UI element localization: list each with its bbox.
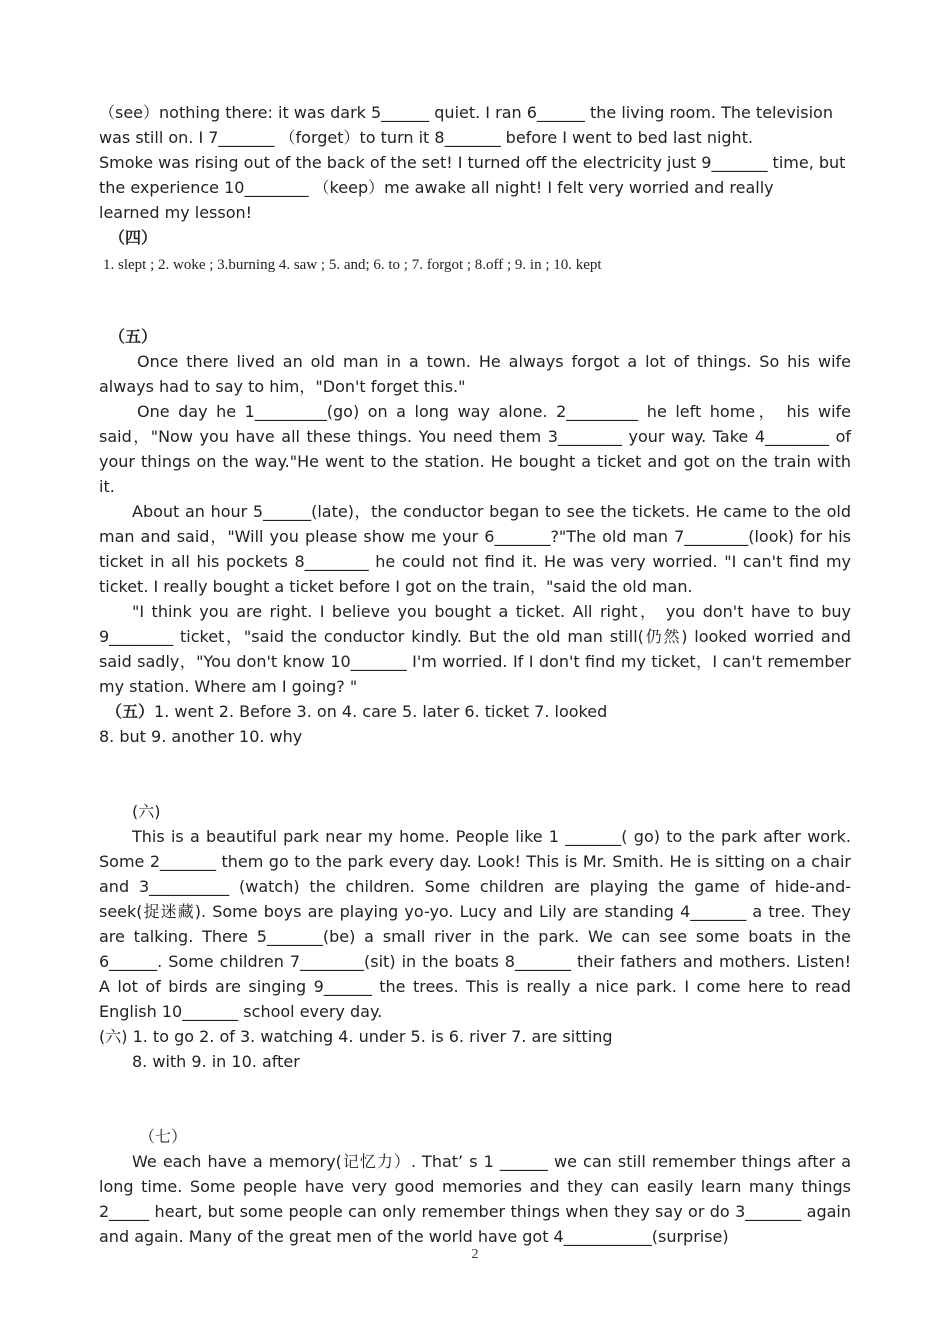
sec5-answers-line-2: 8. but 9. another 10. why xyxy=(99,727,303,746)
page-number: 2 xyxy=(471,1247,479,1262)
sec5-heading: （五） xyxy=(109,327,158,346)
sec6-answers-line-2: 8. with 9. in 10. after xyxy=(132,1052,300,1071)
sec5-answers-line-1 xyxy=(99,699,851,724)
sec5-paragraph-4: "I think you are right. I believe you bought a ticket. All right， you don't have to buy 9________ ticket，"said the conductor kindly. But the old man still(仍然) looked worried and said sadly，"You don't know 10_______ I'm worried. If I don't find my ticket，I can't remember my station. Where am I going? " xyxy=(99,602,852,696)
sec7-paragraph: We each have a memory(记忆力）. That’ s 1 ______ we can still remember things after a long time. Some people have very good memories and they can easily learn many things 2_____ heart, but some people can only remember things when they say or do 3_______ again and again. Many of the great men of the world have got 4___________(surprise) xyxy=(99,1152,851,1246)
sec4-line-1: （see）nothing there: it was dark 5______ quiet. I ran 6______ the living room. The television xyxy=(99,103,833,122)
sec5-paragraph-1: Once there lived an old man in a town. He always forgot a lot of things. So his wife always had to say to him，"Don't forget this." xyxy=(99,352,851,396)
sec5-paragraph-3: About an hour 5______(late)，the conductor began to see the tickets. He came to the old man and said，"Will you please show me your 6_______?"The old man 7________(look) for his ticket in all his pockets 8________ he could not find it. He was very worried. "I can't find my ticket. I really bought a ticket before I got on the train，"said the old man. xyxy=(99,502,851,596)
sec6-answers-line-1: (六) 1. to go 2. of 3. watching 4. under 5. is 6. river 7. are sitting xyxy=(99,1027,613,1046)
sec5-paragraph-2: One day he 1_________(go) on a long way alone. 2_________ he left home， his wife said，"Now you have all these things. You need them 3________ your way. Take 4________ of your things on the way."He went to the station. He bought a ticket and got on the train with it. xyxy=(99,402,851,496)
sec4-line-2: was still on. I 7_______ （forget）to turn it 8_______ before I went to bed last night. xyxy=(99,128,754,147)
sec4-line-5: learned my lesson! xyxy=(99,203,253,222)
sec4-line-4: the experience 10________ （keep）me awake all night! I felt very worried and really xyxy=(99,178,774,197)
sec4-answers-heading: （四） xyxy=(109,228,158,247)
sec4-answers: 1. slept ; 2. woke ; 3.burning 4. saw ; 5. and; 6. to ; 7. forgot ; 8.off ; 9. in ; 10. kept xyxy=(103,257,602,273)
sec4-line-3: Smoke was rising out of the back of the set! I turned off the electricity just 9_______ time, but xyxy=(99,153,846,172)
sec6-heading: (六) xyxy=(132,802,161,821)
sec5-answers-label: （五） xyxy=(106,702,155,721)
document-body xyxy=(99,100,851,1249)
sec7-heading: （七） xyxy=(139,1127,188,1146)
sec6-paragraph: This is a beautiful park near my home. People like 1 _______( go) to the park after work. Some 2_______ them go to the park every day. Look! This is Mr. Smith. He is sitting on a chair and 3__________ (watch) the children. Some children are playing the game of hide-and-seek(捉迷藏). Some boys are playing yo-yo. Lucy and Lily are standing 4_______ a tree. They are talking. There 5_______(be) a small river in the park. We can see some boats in the 6______. Some children 7________(sit) in the boats 8_______ their fathers and mothers. Listen! A lot of birds are singing 9______ the trees. This is really a nice park. I come here to read English 10_______ school every day. xyxy=(99,827,851,1021)
sec5-answers-text: 1. went 2. Before 3. on 4. care 5. later 6. ticket 7. looked xyxy=(154,702,608,721)
